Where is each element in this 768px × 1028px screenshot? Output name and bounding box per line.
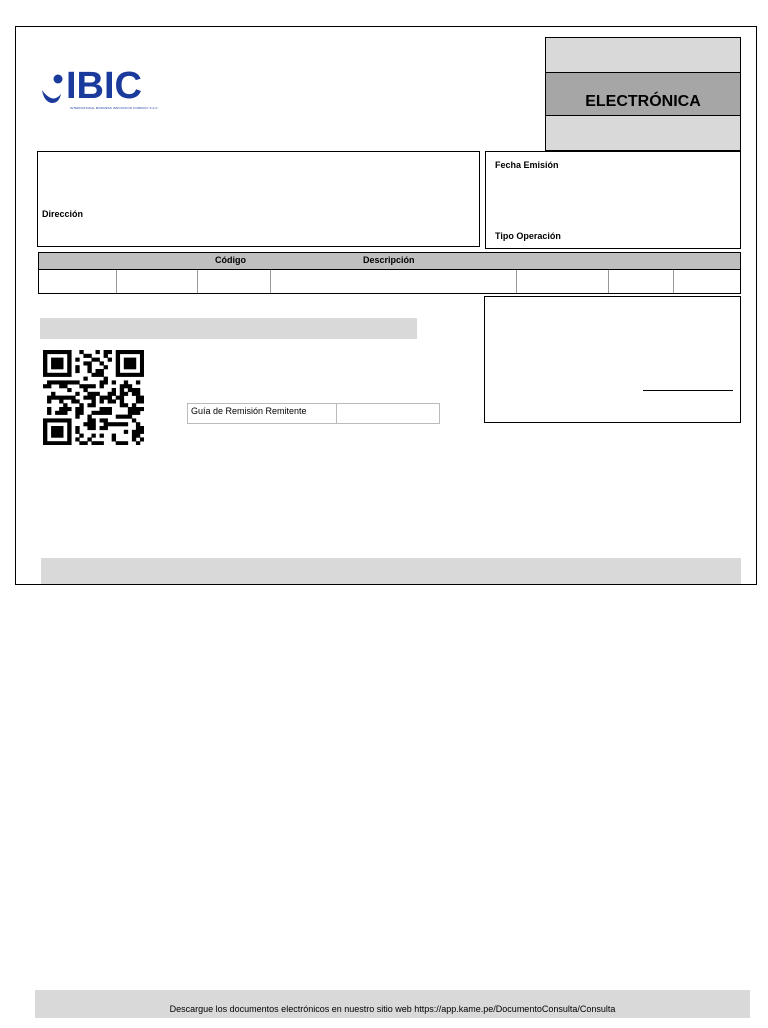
items-table-header xyxy=(38,252,741,270)
qr-code-icon xyxy=(43,350,144,445)
company-logo xyxy=(40,65,160,114)
issue-date-label: Fecha Emisión xyxy=(495,160,559,170)
remission-guide-table xyxy=(187,403,440,424)
document-type-title: ELECTRÓNICA xyxy=(546,73,740,116)
observations-bar xyxy=(41,558,741,584)
items-table-row xyxy=(38,269,741,294)
customer-box xyxy=(37,151,480,247)
logo-subtext: INTERNATIONAL BUSINESS INNOVATION COMPANY S.A.C xyxy=(70,106,158,110)
amount-in-words-bar xyxy=(40,318,417,339)
footer-download-note: Descargue los documentos electrónicos en nuestro sitio web https://app.kame.pe/DocumentoConsulta/Consulta xyxy=(35,990,750,1018)
logo-text: IBIC xyxy=(66,65,142,107)
total-underline xyxy=(643,390,733,391)
totals-box xyxy=(484,296,741,423)
document-number-row xyxy=(546,116,740,150)
column-header-code: Código xyxy=(215,255,246,265)
operation-type-label: Tipo Operación xyxy=(495,231,561,241)
column-header-description: Descripción xyxy=(363,255,415,265)
document-type-box xyxy=(545,37,741,151)
issue-info-box xyxy=(485,151,741,249)
remission-guide-label: Guía de Remisión Remitente xyxy=(191,406,307,416)
address-label: Dirección xyxy=(42,209,84,219)
document-ruc-row xyxy=(546,38,740,73)
logo-mark-icon xyxy=(40,74,66,108)
